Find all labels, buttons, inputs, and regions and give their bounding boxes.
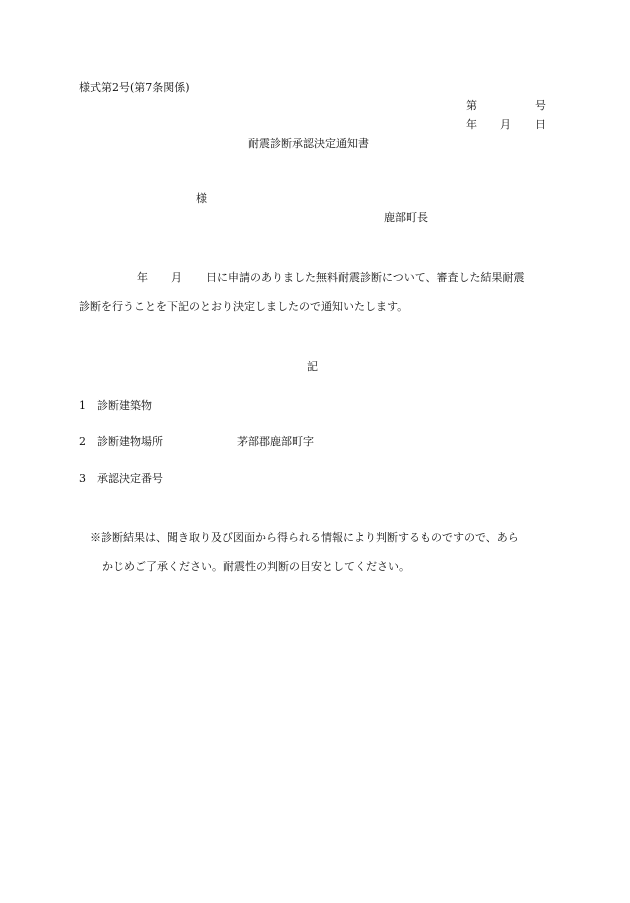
item-1-label: 診断建築物 [97, 399, 152, 412]
addressee-suffix: 様 [196, 192, 207, 205]
item-3-label: 承認決定番号 [97, 472, 163, 485]
body-year: 年 [137, 271, 148, 284]
body-month: 月 [171, 271, 182, 284]
ki-heading: 記 [307, 360, 318, 373]
note-line1: ※診断結果は、聞き取り及び図面から得られる情報により判断するものですので、あら [90, 531, 519, 544]
item-1-number: 1 [79, 399, 86, 412]
item-2-value: 茅部郡鹿部町字 [237, 435, 314, 448]
item-2-number: 2 [79, 435, 86, 448]
date-month: 月 [500, 118, 511, 131]
document-title: 耐震診断承認決定通知書 [248, 137, 369, 150]
note-line2: かじめご了承ください。耐震性の判断の目安としてください。 [102, 560, 410, 573]
body-line2: 診断を行うことを下記のとおり決定しましたので通知いたします。 [79, 300, 409, 313]
number-suffix: 号 [535, 99, 546, 112]
item-3-number: 3 [79, 472, 86, 485]
item-2-label: 診断建物場所 [97, 435, 163, 448]
body-line1: 日に申請のありました無料耐震診断について、審査した結果耐震 [206, 271, 525, 284]
form-label: 様式第2号(第7条関係) [79, 81, 190, 94]
number-prefix: 第 [466, 99, 477, 112]
issuer: 鹿部町長 [384, 211, 428, 224]
date-year: 年 [466, 118, 477, 131]
date-day: 日 [535, 118, 546, 131]
